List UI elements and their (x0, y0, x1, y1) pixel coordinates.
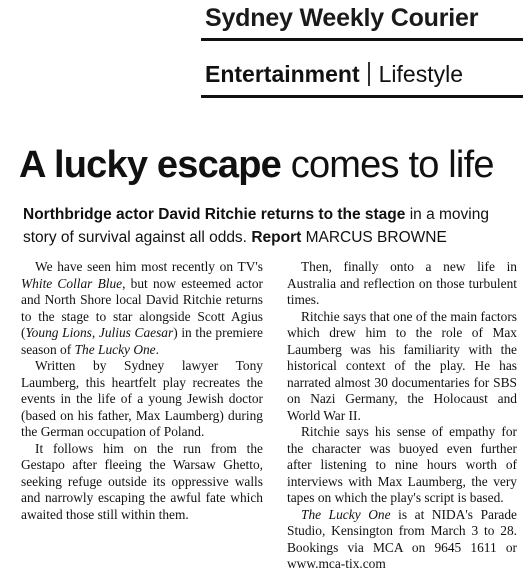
byline-name: MARCUS BROWNE (301, 229, 447, 246)
p1-text-e: ) in the premiere season of (21, 325, 263, 357)
paragraph-3: It follows him on the run from the Gestapo after fleeing the Warsaw Ghetto, seeking refuge outside its oppressive walls and narrowly escaping the awful fate which awaited those still within them. (21, 440, 263, 522)
section-label (205, 61, 463, 88)
standfirst-rest: in a moving story of survival against all odds. (23, 206, 489, 246)
paragraph-6: Ritchie says his sense of empathy for the character was buoyed even further after listening to nine hours worth of interviews with Max Laumberg, the very tapes on which the play's script is based. (287, 424, 517, 505)
p1-show-title: White Collar Blue (21, 275, 123, 291)
p1-text-g: . (155, 341, 159, 357)
article-standfirst (23, 203, 523, 249)
standfirst-lead: Northbridge actor David Ritchie returns to the stage (23, 206, 406, 223)
section-primary: Entertainment (205, 61, 360, 87)
article-column-left (21, 259, 263, 523)
headline-bold: A lucky escape (19, 144, 281, 186)
masthead-rule-bottom (201, 95, 523, 98)
article-headline (19, 142, 494, 188)
p1-credits: Young Lions, Julius Caesar (25, 325, 174, 340)
paragraph-1 (21, 259, 263, 358)
byline-label: Report (251, 229, 302, 246)
article-column-right (287, 259, 517, 573)
section-divider (368, 62, 370, 86)
p7-booking-info: is at NIDA's Parade Studio, Kensington from March 3 to 28. Bookings via MCA on 9645 1611 or www.mca-tix.com (287, 506, 517, 571)
paragraph-2: Written by Sydney lawyer Tony Laumberg, this heartfelt play recreates the events in the life of a young Jewish doctor (based on his father, Max Laumberg) during the German occupation of Poland. (21, 358, 263, 439)
masthead-rule-top (201, 38, 523, 41)
paragraph-5: Ritchie says that one of the main factors which drew him to the role of Max Laumberg was his familiarity with the historical context of the play. He has narrated almost 30 documentaries for SBS on Nazi Germany, the Holocaust and World War II. (287, 308, 517, 423)
section-secondary: Lifestyle (378, 61, 464, 87)
p1-text-a: We have seen him most recently on TV's (35, 259, 263, 274)
p1-play-title: The Lucky One (74, 341, 156, 357)
p1-text-c: , but now esteemed actor and North Shore local David Ritchie returns to the stage to star alongside Scott Agius ( (21, 275, 263, 340)
p7-play-title: The Lucky One (301, 506, 391, 522)
publication-name: Sydney Weekly Courier (205, 4, 479, 32)
headline-light: comes to life (290, 144, 494, 186)
paragraph-7 (287, 507, 517, 573)
paragraph-4: Then, finally onto a new life in Australia and reflection on those turbulent times. (287, 259, 517, 307)
